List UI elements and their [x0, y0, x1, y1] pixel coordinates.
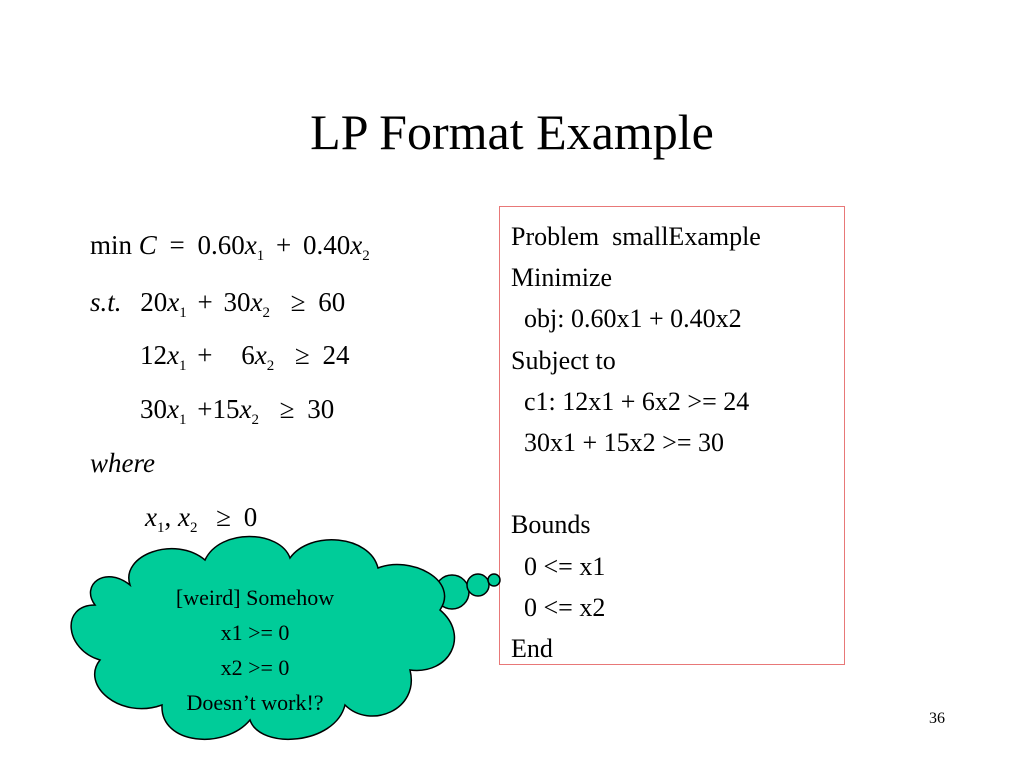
- comma: ,: [164, 502, 172, 532]
- var-x: x: [250, 287, 263, 317]
- var-x: x: [167, 340, 179, 370]
- lp-line: 0 <= x2: [511, 592, 606, 622]
- c2-coef-a: 12: [140, 340, 167, 370]
- objective-var: C: [138, 230, 157, 260]
- geq-sign: ≥: [290, 287, 306, 317]
- c1-rhs: 60: [318, 287, 346, 317]
- plus-sign: +: [276, 230, 292, 260]
- nonneg-rhs: 0: [243, 502, 258, 532]
- lp-line: 30x1 + 15x2 >= 30: [511, 427, 724, 457]
- obj-coef-1: 0.60: [197, 230, 245, 260]
- c2-coef-b: 6: [241, 340, 255, 370]
- plus-sign: +: [197, 340, 213, 370]
- var-x: x: [239, 394, 252, 424]
- cloud-line: Doesn’t work!?: [186, 690, 324, 715]
- subscript-1: 1: [179, 305, 187, 321]
- subscript-2: 2: [251, 412, 259, 428]
- var-x: x: [167, 287, 180, 317]
- plus-sign: +: [197, 287, 213, 317]
- var-x: x: [177, 502, 190, 532]
- lp-line: 0 <= x1: [511, 551, 606, 581]
- geq-sign: ≥: [279, 394, 295, 424]
- geq-sign: ≥: [294, 340, 310, 370]
- c2-rhs: 24: [322, 340, 350, 370]
- lp-line: Problem smallExample: [511, 222, 761, 251]
- lp-line: Subject to: [511, 345, 616, 375]
- lp-line: c1: 12x1 + 6x2 >= 24: [511, 386, 750, 416]
- cloud-line: [weird] Somehow: [175, 585, 335, 610]
- lp-line: Bounds: [511, 510, 591, 540]
- subscript-1: 1: [178, 358, 187, 374]
- lp-line: Minimize: [511, 263, 613, 293]
- c1-coef-a: 20: [140, 287, 168, 317]
- geq-sign: ≥: [216, 502, 232, 532]
- where-label: where: [90, 448, 155, 478]
- subscript-1: 1: [256, 248, 265, 264]
- c3-coef-a: 30: [140, 394, 167, 424]
- min-word: min: [90, 230, 133, 260]
- var-x: x: [244, 230, 257, 260]
- subscript-1: 1: [156, 520, 165, 536]
- cloud-line: x2 >= 0: [220, 655, 290, 680]
- subscript-2: 2: [266, 358, 275, 374]
- cloud-text: [130, 580, 380, 720]
- subscript-1: 1: [178, 412, 187, 428]
- var-x: x: [145, 502, 157, 532]
- c3-rhs: 30: [307, 394, 335, 424]
- lp-line: End: [511, 633, 553, 663]
- var-x: x: [167, 394, 179, 424]
- plus-sign: +: [197, 394, 213, 424]
- equals-sign: =: [169, 230, 185, 260]
- cloud-line: x1 >= 0: [220, 620, 290, 645]
- thought-bubble-small: [488, 574, 500, 586]
- lp-line: obj: 0.60x1 + 0.40x2: [511, 304, 742, 334]
- thought-bubble-medium: [467, 574, 489, 596]
- c1-coef-b: 30: [223, 287, 251, 317]
- subject-to-label: s.t.: [90, 287, 122, 317]
- c3-coef-b: 15: [212, 394, 240, 424]
- subscript-2: 2: [189, 520, 198, 536]
- var-x: x: [350, 230, 363, 260]
- subscript-2: 2: [262, 305, 270, 321]
- obj-coef-2: 0.40: [302, 230, 351, 260]
- slide-title: LP Format Example: [310, 104, 714, 160]
- var-x: x: [254, 340, 267, 370]
- page-number: 36: [929, 710, 945, 727]
- subscript-2: 2: [362, 248, 370, 264]
